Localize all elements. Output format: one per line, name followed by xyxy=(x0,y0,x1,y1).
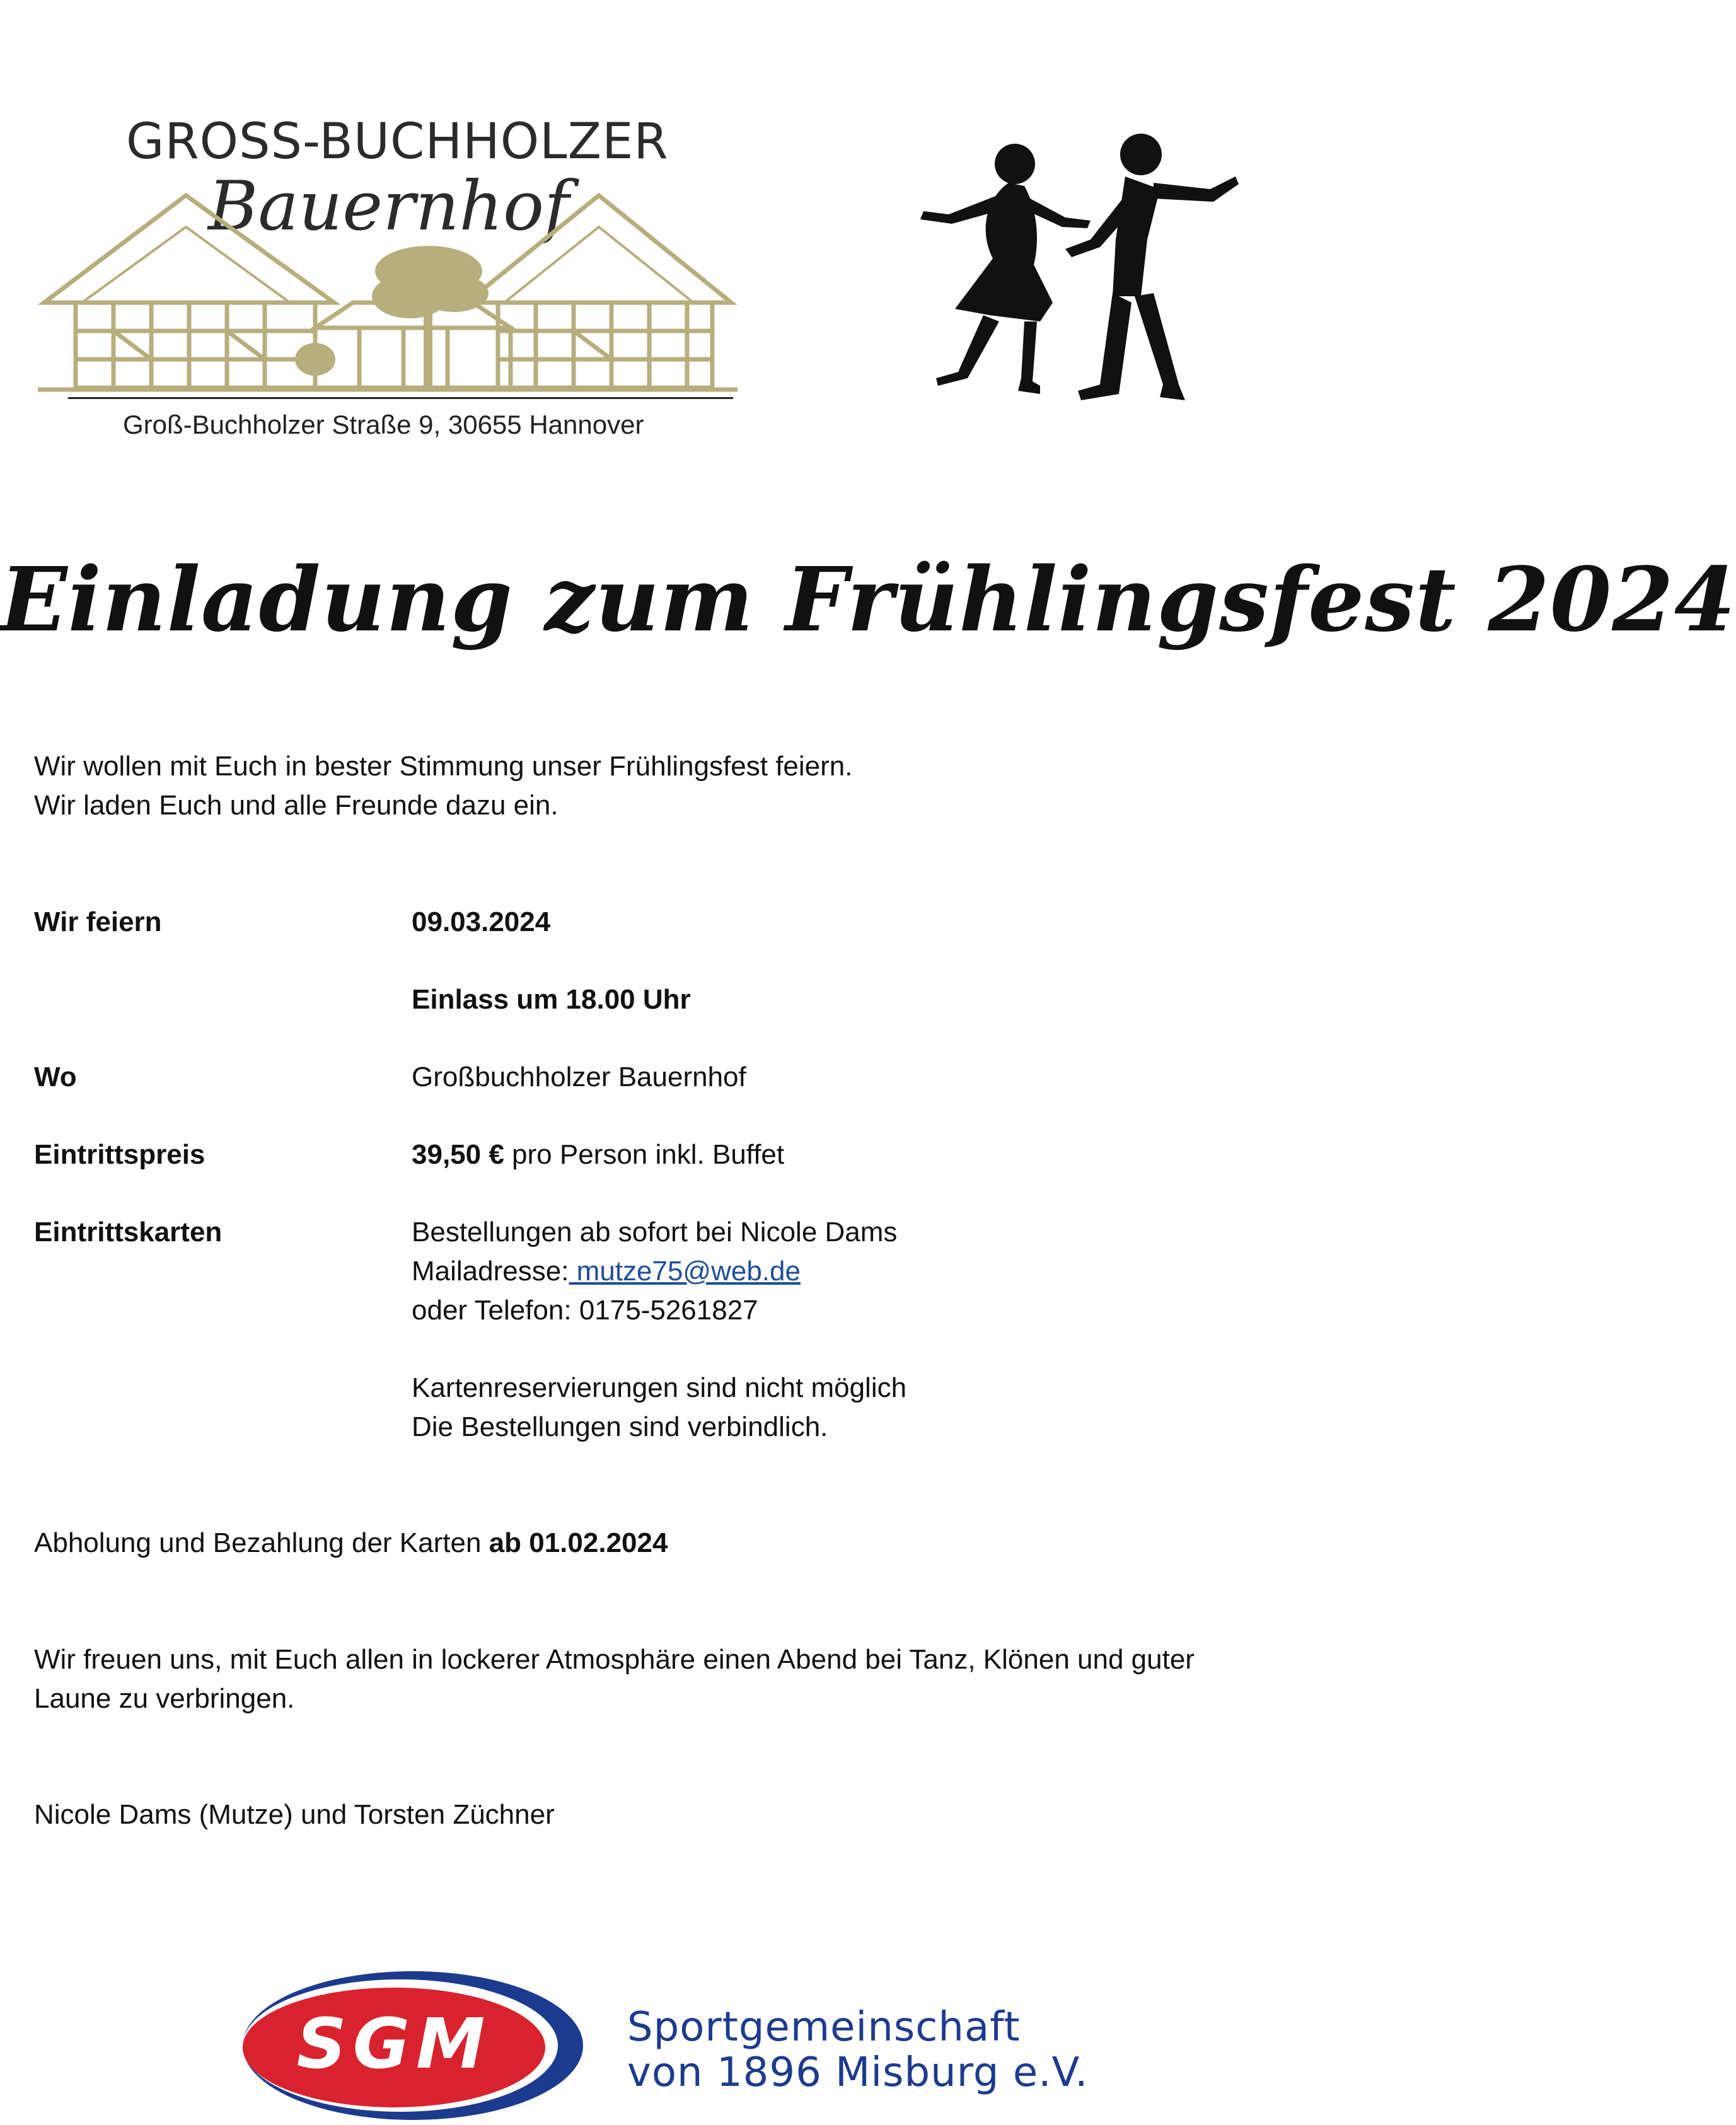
invitation-headline: Einladung zum Frühlingsfest 2024 xyxy=(0,548,1736,652)
pickup-text: Abholung und Bezahlung der Karten xyxy=(34,1527,489,1558)
intro-line-2: Wir laden Euch und alle Freunde dazu ein. xyxy=(34,790,558,821)
dancing-couple-image xyxy=(882,113,1267,429)
binding-note: Die Bestellungen sind verbindlich. xyxy=(412,1411,828,1442)
mail-line xyxy=(412,1252,801,1291)
tickets-order-line: Bestellungen ab sofort bei Nicole Dams xyxy=(412,1217,898,1248)
tickets-label: Eintrittskarten xyxy=(34,1217,223,1248)
sgm-org-line-2: von 1896 Misburg e.V. xyxy=(627,2049,1089,2096)
event-date: 09.03.2024 xyxy=(412,906,551,937)
email-link[interactable]: mutze75@web.de xyxy=(569,1256,801,1287)
pickup-line xyxy=(34,1524,668,1563)
address: Groß-Buchholzer Straße 9, 30655 Hannover xyxy=(123,410,644,439)
logo-title: GROSS-BUCHHOLZER xyxy=(126,113,669,170)
where-value: Großbuchholzer Bauernhof xyxy=(412,1062,746,1092)
pickup-date: ab 01.02.2024 xyxy=(489,1527,668,1558)
price-label: Eintrittspreis xyxy=(34,1139,205,1170)
sgm-logo xyxy=(240,1967,593,2124)
when-label: Wir feiern xyxy=(34,906,162,937)
logo-divider xyxy=(68,397,733,399)
closing-line-2: Laune zu verbringen. xyxy=(34,1683,295,1714)
closing-line-1: Wir freuen uns, mit Euch allen in lockerer Atmosphäre einen Abend bei Tanz, Klönen und guter xyxy=(34,1644,1195,1675)
reservation-note: Kartenreservierungen sind nicht möglich xyxy=(412,1372,907,1403)
farmhouse-illustration xyxy=(38,177,738,394)
sgm-org-line-1: Sportgemeinschaft xyxy=(627,2004,1021,2051)
where-label: Wo xyxy=(34,1062,77,1092)
phone-line: oder Telefon: 0175-5261827 xyxy=(412,1295,758,1326)
sgm-org-name xyxy=(627,2005,1088,2095)
price-value xyxy=(412,1135,784,1174)
entry-time: Einlass um 18.00 Uhr xyxy=(412,984,691,1015)
signature: Nicole Dams (Mutze) und Torsten Züchner xyxy=(34,1799,555,1830)
price-amount: 39,50 € xyxy=(412,1139,504,1170)
sgm-logo-text: SGM xyxy=(296,2003,492,2084)
farm-logo xyxy=(38,107,738,460)
intro-line-1: Wir wollen mit Euch in bester Stimmung unser Frühlingsfest feiern. xyxy=(34,751,853,782)
price-details: pro Person inkl. Buffet xyxy=(504,1139,785,1170)
logo-subtitle: Bauernhof xyxy=(208,167,569,246)
mail-prefix: Mailadresse: xyxy=(412,1256,569,1287)
